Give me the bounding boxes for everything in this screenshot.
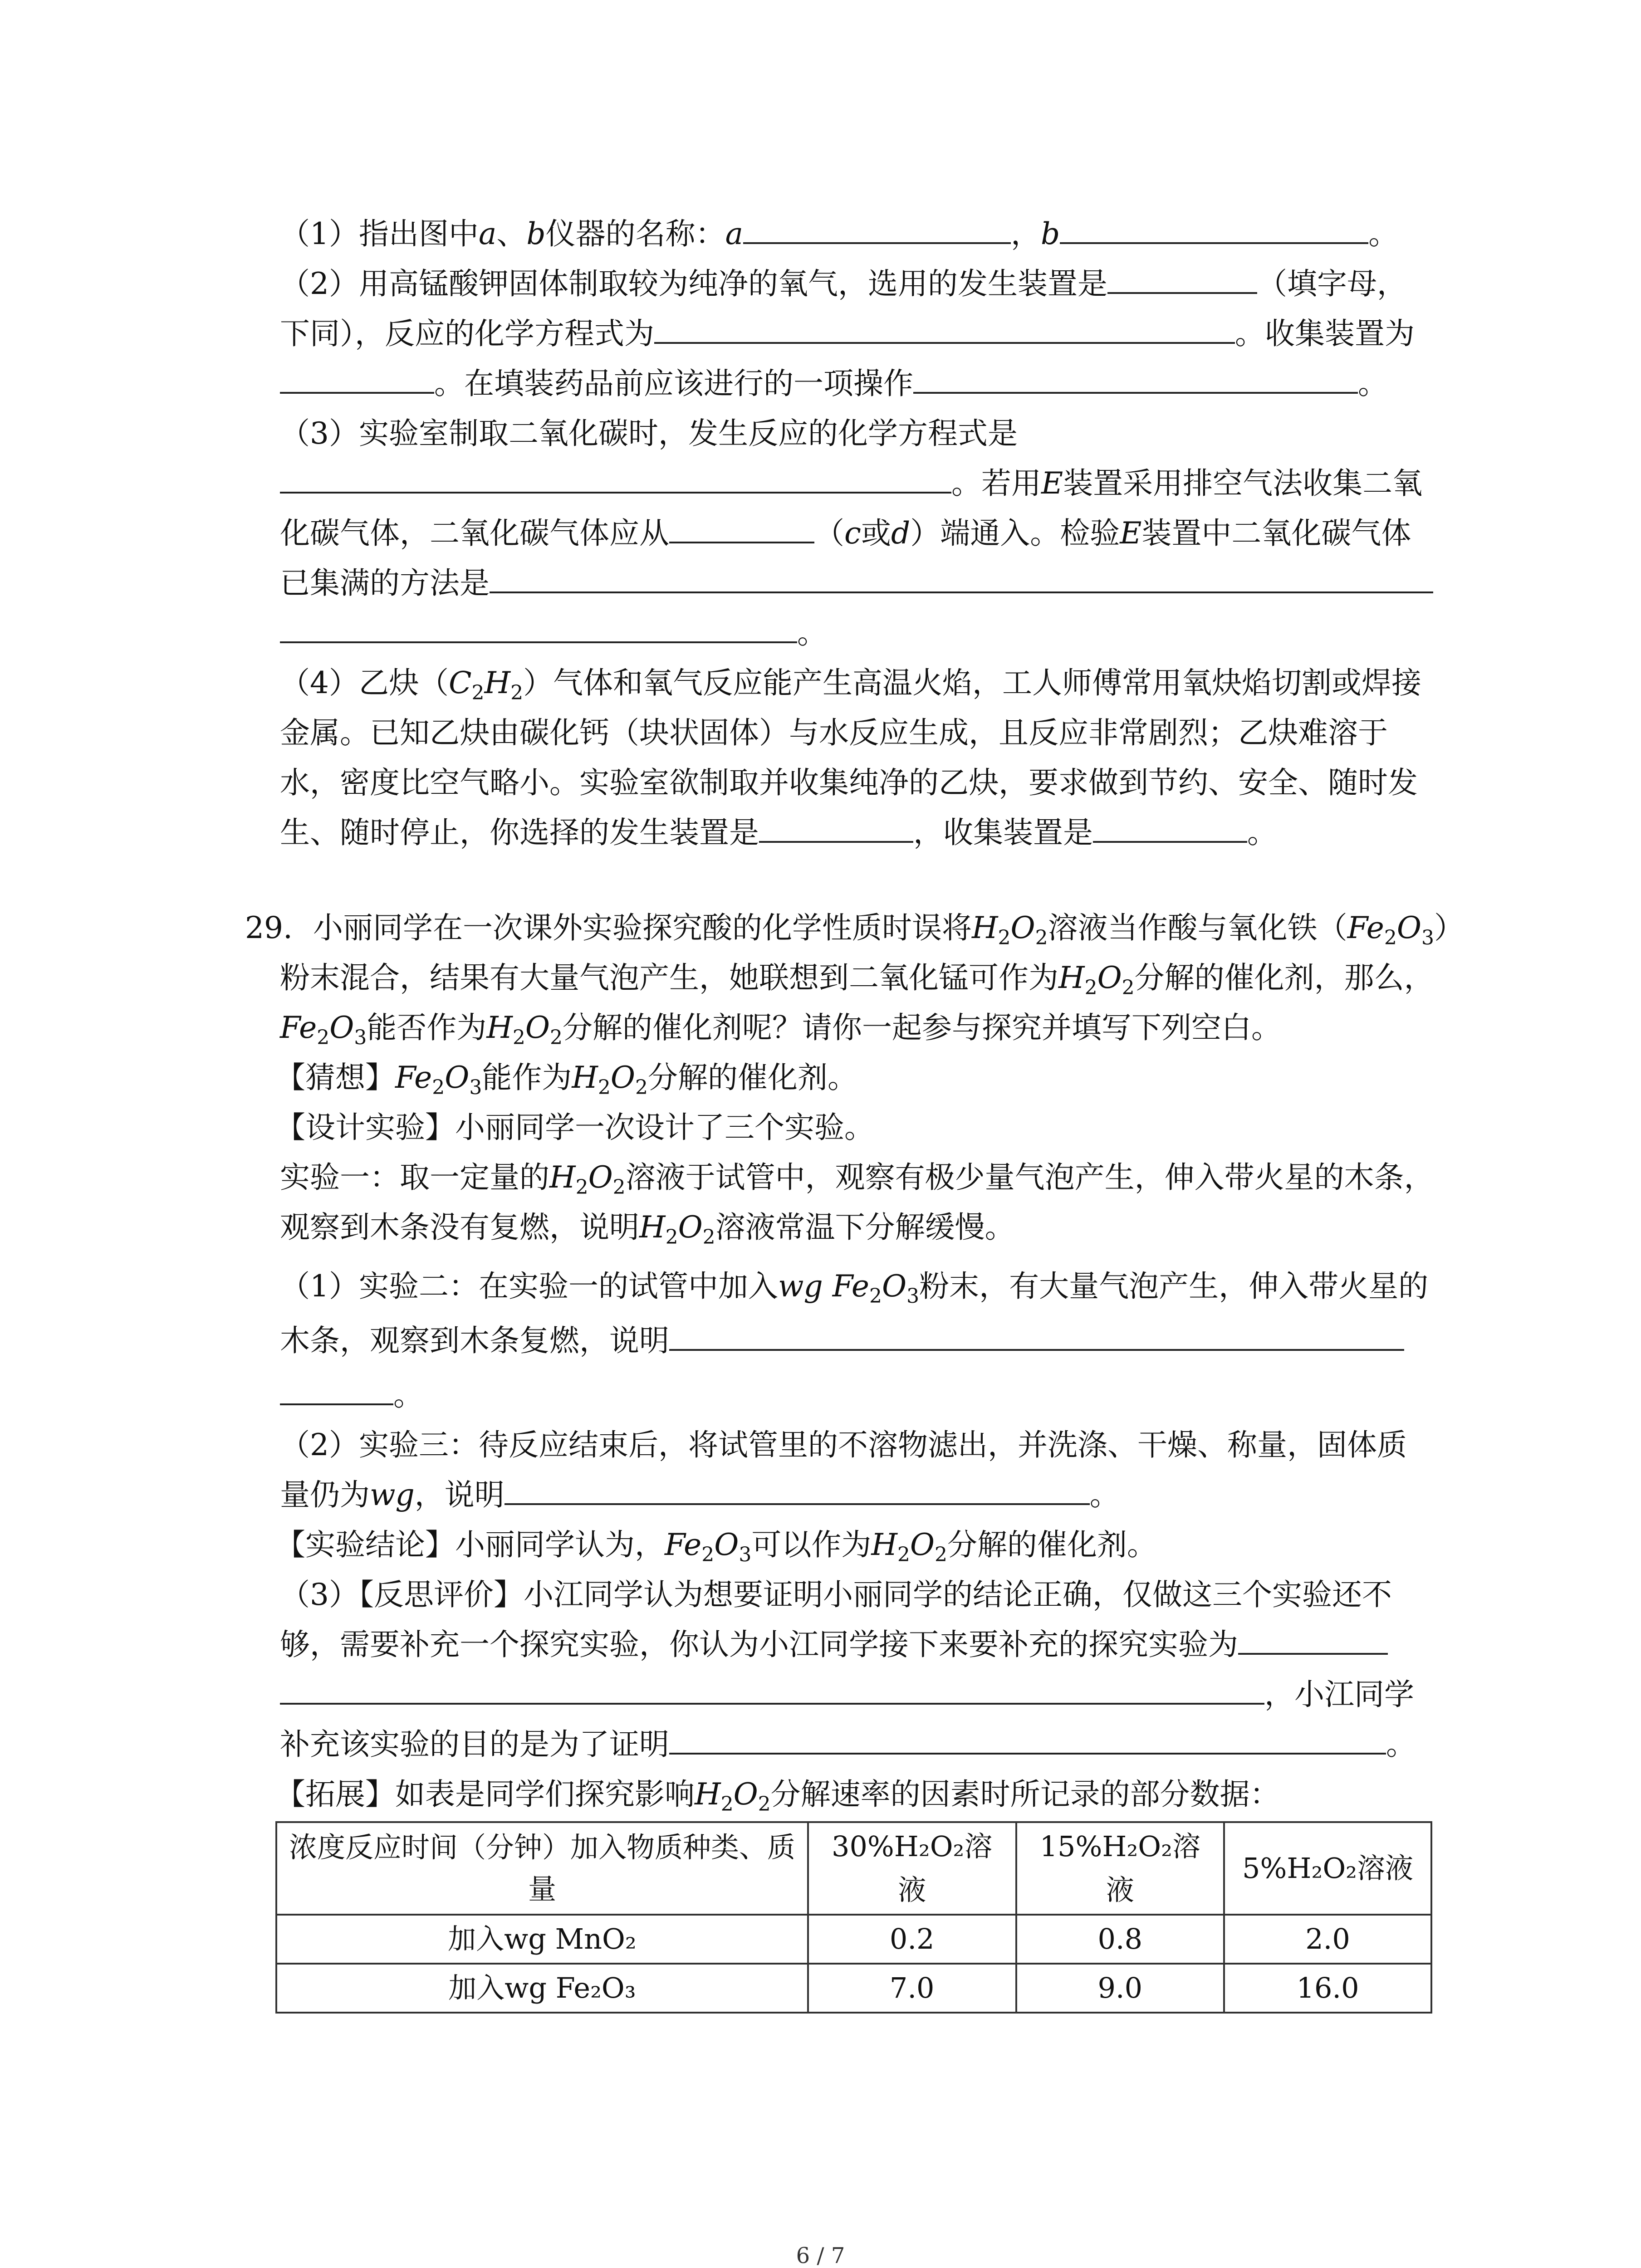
answer-blank-exp2-cont[interactable] xyxy=(280,1375,393,1405)
q28-p2-text: 下同），反应的化学方程式为 xyxy=(280,316,654,351)
formula-sub: 2 xyxy=(758,1793,771,1816)
formula-sub: 3 xyxy=(739,1543,752,1566)
q29-line1 xyxy=(245,905,1464,951)
q29-text: 粉末，有大量气泡产生，伸入带火星的 xyxy=(919,1269,1429,1304)
section-heading: 【设计实验】小丽同学一次设计了三个实验。 xyxy=(275,1110,874,1145)
q28-sep: 、 xyxy=(496,216,527,251)
q28-p1-text: （1）指出图中 xyxy=(280,216,479,251)
q28-var-c: c xyxy=(844,516,861,551)
q29-s1-line1 xyxy=(280,1264,1428,1309)
formula-sub: 2 xyxy=(612,1176,626,1199)
q29-text: （3）【反思评价】小江同学认为想要证明小丽同学的结论正确，仅做这三个实验还不 xyxy=(280,1577,1392,1612)
formula-sub: 2 xyxy=(550,1026,563,1049)
q29-text: 溶液于试管中，观察有极少量气泡产生，伸入带火星的木条， xyxy=(625,1160,1434,1195)
formula-fe: Fe xyxy=(832,1269,869,1304)
q28-period: 。 xyxy=(1368,216,1399,251)
formula-sub: 2 xyxy=(998,926,1011,949)
q29-text: 溶液当作酸与氧化铁（ xyxy=(1048,910,1347,945)
q29-text: 观察到木条没有复燃，说明 xyxy=(280,1210,639,1245)
formula-sub: 2 xyxy=(432,1076,445,1099)
q29-period: 。 xyxy=(1089,1477,1120,1512)
answer-blank-full-check-cont[interactable] xyxy=(280,613,797,643)
q28-period: 。 xyxy=(1358,366,1388,401)
formula-sub: 3 xyxy=(906,1285,920,1308)
formula-o: O xyxy=(1396,910,1421,945)
table-header-cell: 5%H₂O₂溶液 xyxy=(1224,1822,1431,1915)
q29-text: 补充该实验的目的是为了证明 xyxy=(280,1727,669,1762)
mass-wg: wg xyxy=(370,1477,415,1512)
q28-var-e: E xyxy=(1120,516,1142,551)
q28-part2-line1 xyxy=(280,261,1407,307)
q28-p2-text: （填字母， xyxy=(1257,266,1407,301)
formula-sub: 2 xyxy=(701,1543,715,1566)
q29-period: 。 xyxy=(1386,1727,1416,1762)
formula-o: O xyxy=(678,1210,703,1245)
formula-sub: 2 xyxy=(720,1793,734,1816)
q29-text: ） xyxy=(1434,910,1464,945)
formula-o: O xyxy=(445,1060,470,1095)
answer-blank-purpose[interactable] xyxy=(669,1725,1386,1755)
formula-sub: 2 xyxy=(665,1226,678,1249)
q28-comma: ， xyxy=(1010,216,1041,251)
q28-var-d: d xyxy=(891,516,911,551)
formula-sub: 2 xyxy=(510,681,524,704)
formula-sub: 2 xyxy=(317,1026,330,1049)
table-cell: 7.0 xyxy=(808,1964,1016,2013)
q29-conclusion xyxy=(275,1522,1157,1568)
formula-c: C xyxy=(449,665,472,700)
q29-text: （1）实验二：在实验一的试管中加入 xyxy=(280,1269,778,1304)
q28-p4-text: ，收集装置是 xyxy=(913,815,1093,850)
formula-fe: Fe xyxy=(1347,910,1384,945)
formula-sub: 3 xyxy=(1421,926,1434,949)
formula-h: H xyxy=(639,1210,666,1245)
formula-sub: 2 xyxy=(935,1543,948,1566)
q28-period: 。 xyxy=(797,616,827,650)
formula-o: O xyxy=(733,1777,758,1812)
q29-guess xyxy=(275,1055,857,1100)
q29-exp1-line1 xyxy=(280,1155,1434,1200)
q28-label-a: a xyxy=(725,216,743,251)
table-cell: 0.2 xyxy=(808,1915,1016,1964)
q28-p4-text: （4）乙炔（ xyxy=(280,665,449,700)
q29-text: 分解的催化剂，那么， xyxy=(1134,960,1434,995)
formula-sub: 3 xyxy=(469,1076,482,1099)
answer-blank-equation[interactable] xyxy=(654,314,1235,344)
answer-blank-generator[interactable] xyxy=(1107,264,1257,294)
q29-s3-line3 xyxy=(280,1672,1414,1717)
answer-blank-b[interactable] xyxy=(1060,214,1368,244)
answer-blank-extra-exp[interactable] xyxy=(1238,1625,1388,1655)
q28-p3-text: 已集满的方法是 xyxy=(280,566,490,601)
formula-o: O xyxy=(910,1527,935,1562)
q28-var-b: b xyxy=(526,216,546,251)
q29-exp1-line2 xyxy=(280,1205,1015,1250)
formula-o: O xyxy=(525,1010,550,1045)
q29-s2-line1 xyxy=(280,1422,1407,1468)
answer-blank-port[interactable] xyxy=(669,513,814,543)
formula-sub: 2 xyxy=(575,1176,588,1199)
formula-h: H xyxy=(549,1160,576,1195)
formula-h: H xyxy=(1058,960,1085,995)
q29-text: 分解的催化剂。 xyxy=(648,1060,858,1095)
table-header-cell: 浓度反应时间（分钟）加入物质种类、质量 xyxy=(276,1822,808,1915)
table-header-row xyxy=(276,1822,1431,1915)
formula-o: O xyxy=(610,1060,636,1095)
formula-o: O xyxy=(1010,910,1035,945)
answer-blank-exp3[interactable] xyxy=(505,1475,1090,1505)
formula-o: O xyxy=(714,1527,739,1562)
q29-line3 xyxy=(280,1005,1281,1051)
q28-p3-text: （3）实验室制取二氧化碳时，发生反应的化学方程式是 xyxy=(280,416,1018,451)
formula-o: O xyxy=(1097,960,1122,995)
formula-o: O xyxy=(588,1160,613,1195)
q28-var-e: E xyxy=(1041,466,1063,501)
q28-p4-text: 金属。已知乙炔由碳化钙（块状固体）与水反应生成，且反应非常剧烈；乙炔难溶于 xyxy=(280,715,1388,750)
q28-p3-text: 或 xyxy=(861,516,891,551)
formula-sub: 2 xyxy=(1035,926,1048,949)
q29-text: ，小江同学 xyxy=(1264,1677,1414,1712)
q28-p4-text: 水，密度比空气略小。实验室欲制取并收集纯净的乙炔，要求做到节约、安全、随时发 xyxy=(280,765,1418,800)
q28-part3-line4 xyxy=(280,561,1433,606)
q29-text: 分解的催化剂。 xyxy=(947,1527,1157,1562)
mass-wg: wg xyxy=(778,1269,823,1304)
table-row xyxy=(276,1915,1431,1964)
q29-text: （2）实验三：待反应结束后，将试管里的不溶物滤出，并洗涤、干燥、称量，固体质 xyxy=(280,1427,1407,1462)
q29-text: 量仍为 xyxy=(280,1477,370,1512)
q28-part2-line2 xyxy=(280,311,1415,357)
q29-s3-line2 xyxy=(280,1622,1388,1667)
q29-text: 分解速率的因素时所记录的部分数据： xyxy=(770,1777,1280,1812)
formula-h: H xyxy=(871,1527,897,1562)
q28-part4-line4 xyxy=(280,810,1277,855)
table-cell: 2.0 xyxy=(1224,1915,1431,1964)
q29-extension xyxy=(275,1772,1280,1817)
section-heading: 【猜想】 xyxy=(275,1060,395,1095)
q28-p2-text: 。收集装置为 xyxy=(1235,316,1415,351)
q28-p4-text: 生、随时停止，你选择的发生装置是 xyxy=(280,815,759,850)
q28-p3-text: （ xyxy=(814,516,844,551)
q28-part4-line3 xyxy=(280,760,1418,806)
q29-text: ，说明 xyxy=(414,1477,505,1512)
q29-text: 够，需要补充一个探究实验，你认为小江同学接下来要补充的探究实验为 xyxy=(280,1627,1238,1662)
q28-part3-line1 xyxy=(280,411,1018,456)
table-header-cell: 15%H₂O₂溶液 xyxy=(1016,1822,1225,1915)
page-number: 6 / 7 xyxy=(796,2243,845,2268)
q28-part3-line5 xyxy=(280,611,827,656)
q28-part4-line1 xyxy=(280,660,1421,706)
answer-blank-co2-equation[interactable] xyxy=(280,464,951,494)
table-row-label: 加入wg Fe₂O₃ xyxy=(276,1964,808,2013)
formula-fe: Fe xyxy=(665,1527,702,1562)
table-row-label: 加入wg MnO₂ xyxy=(276,1915,808,1964)
q29-s3-line4 xyxy=(280,1722,1416,1767)
formula-sub: 2 xyxy=(598,1076,611,1099)
q28-p1-text: 仪器的名称： xyxy=(545,216,725,251)
formula-h: H xyxy=(484,665,511,700)
formula-o: O xyxy=(329,1010,354,1045)
q28-part4-line2 xyxy=(280,710,1388,756)
formula-sub: 2 xyxy=(471,681,485,704)
answer-blank-collector[interactable] xyxy=(280,364,434,394)
q29-design xyxy=(275,1105,874,1150)
table-header-cell: 30%H₂O₂溶液 xyxy=(808,1822,1016,1915)
formula-h: H xyxy=(971,910,998,945)
q28-p3-text: 装置中二氧化碳气体 xyxy=(1141,516,1411,551)
table-cell: 9.0 xyxy=(1016,1964,1225,2013)
q29-period: 。 xyxy=(393,1378,423,1413)
q29-text: 小丽同学在一次课外实验探究酸的化学性质时误将 xyxy=(313,910,972,945)
q29-s1-line2 xyxy=(280,1318,1404,1364)
q28-part2-line3 xyxy=(280,361,1388,406)
formula-sub: 2 xyxy=(1384,926,1397,949)
q29-s2-line2 xyxy=(280,1472,1120,1518)
q28-part3-line3 xyxy=(280,511,1411,556)
q28-p2-text: （2）用高锰酸钾固体制取较为纯净的氧气，选用的发生装置是 xyxy=(280,266,1107,301)
question-number: 29. xyxy=(245,910,293,945)
q29-text: 木条，观察到木条复燃，说明 xyxy=(280,1323,669,1358)
answer-blank-exp2[interactable] xyxy=(669,1321,1404,1351)
formula-o: O xyxy=(882,1269,907,1304)
q28-p3-text: 化碳气体，二氧化碳气体应从 xyxy=(280,516,669,551)
formula-h: H xyxy=(572,1060,598,1095)
section-heading: 【实验结论】小丽同学认为， xyxy=(275,1527,665,1562)
q28-p3-text: 。若用 xyxy=(951,466,1041,501)
table-row xyxy=(276,1964,1431,2013)
q28-p3-text: ）端通入。检验 xyxy=(910,516,1120,551)
answer-blank-operation[interactable] xyxy=(913,364,1358,394)
answer-blank-full-check[interactable] xyxy=(490,563,1433,593)
formula-sub: 2 xyxy=(869,1285,882,1308)
formula-sub: 2 xyxy=(897,1543,910,1566)
formula-sub: 2 xyxy=(635,1076,648,1099)
formula-sub: 3 xyxy=(354,1026,367,1049)
q29-line2 xyxy=(280,955,1434,1001)
q29-text: 能否作为 xyxy=(367,1010,487,1045)
formula-sub: 2 xyxy=(1122,976,1135,999)
q29-s3-line1 xyxy=(280,1572,1392,1618)
q28-period: 。 xyxy=(1247,815,1277,850)
formula-fe: Fe xyxy=(280,1010,317,1045)
q28-p3-text: 装置采用排空气法收集二氧 xyxy=(1063,466,1423,501)
q29-text: 可以作为 xyxy=(751,1527,872,1562)
formula-sub: 2 xyxy=(512,1026,525,1049)
q28-part1 xyxy=(280,211,1398,257)
formula-sub: 2 xyxy=(702,1226,715,1249)
q29-s1-line3 xyxy=(280,1373,423,1418)
q29-text: 溶液常温下分解缓慢。 xyxy=(715,1210,1015,1245)
q29-text: 实验一：取一定量的 xyxy=(280,1160,549,1195)
q29-text: 能作为 xyxy=(482,1060,572,1095)
q28-label-b: b xyxy=(1040,216,1060,251)
q29-text: 粉末混合，结果有大量气泡产生，她联想到二氧化锰可作为 xyxy=(280,960,1058,995)
answer-blank-acetylene-collector[interactable] xyxy=(1093,813,1247,843)
q28-p4-text: ）气体和氧气反应能产生高温火焰，工人师傅常用氧炔焰切割或焊接 xyxy=(523,665,1422,700)
q28-var-a: a xyxy=(479,216,497,251)
formula-h: H xyxy=(695,1777,721,1812)
answer-blank-extra-exp-cont[interactable] xyxy=(280,1675,1264,1705)
formula-sub: 2 xyxy=(1084,976,1097,999)
formula-fe: Fe xyxy=(395,1060,432,1095)
table-cell: 0.8 xyxy=(1016,1915,1225,1964)
answer-blank-a[interactable] xyxy=(743,214,1011,244)
rate-data-table xyxy=(275,1821,1432,2014)
section-heading: 【拓展】如表是同学们探究影响 xyxy=(275,1777,695,1812)
q28-p2-text: 。在填装药品前应该进行的一项操作 xyxy=(434,366,913,401)
q29-text: 分解的催化剂呢？请你一起参与探究并填写下列空白。 xyxy=(563,1010,1282,1045)
answer-blank-acetylene-generator[interactable] xyxy=(759,813,913,843)
formula-h: H xyxy=(486,1010,513,1045)
table-cell: 16.0 xyxy=(1224,1964,1431,2013)
q28-part3-line2 xyxy=(280,461,1422,506)
